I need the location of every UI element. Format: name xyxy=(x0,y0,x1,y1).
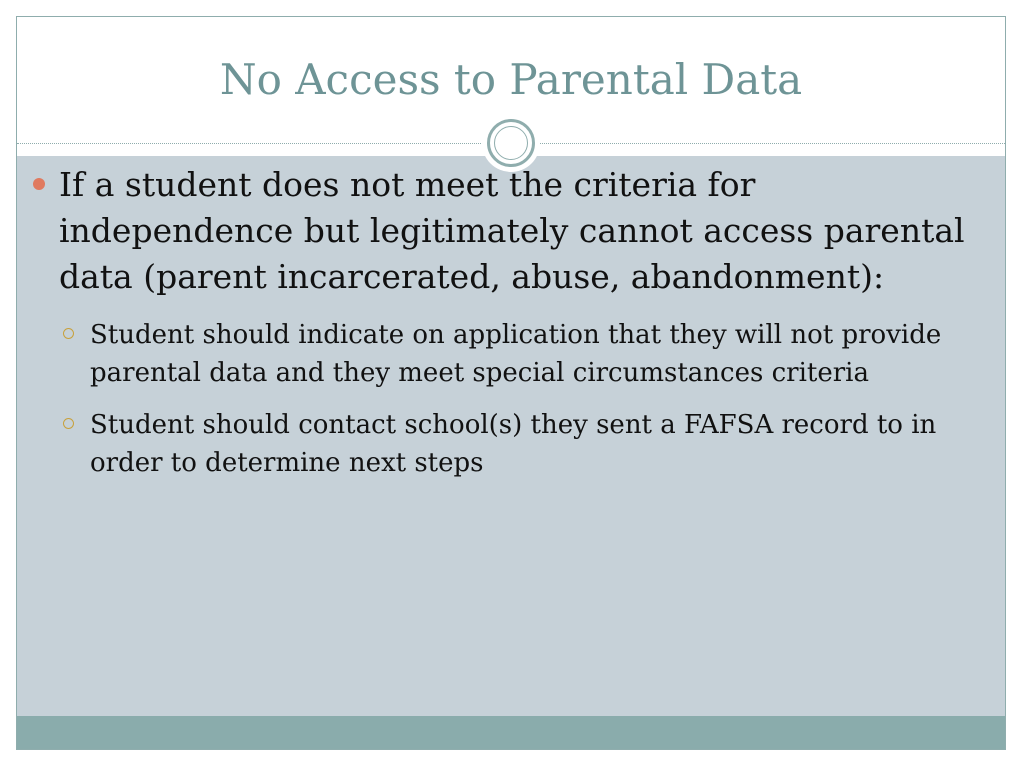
bullet-ring-icon xyxy=(63,418,74,429)
slide-title: No Access to Parental Data xyxy=(219,55,803,104)
bullet-ring-icon xyxy=(63,328,74,339)
sub-bullet-text: Student should contact school(s) they sent a FAFSA record to in order to determine next steps xyxy=(90,410,937,478)
slide-body xyxy=(30,162,965,496)
sub-bullet-item xyxy=(30,316,965,392)
bullet-text: If a student does not meet the criteria for independence but legitimately cannot access parental data (parent incarcerated, abuse, abandonment): xyxy=(59,165,965,296)
sub-bullet-item xyxy=(30,406,965,482)
bullet-item xyxy=(30,162,965,300)
bullet-dot-icon xyxy=(33,178,45,190)
sub-bullet-text: Student should indicate on application that they will not provide parental data and they meet special circumstances criteria xyxy=(90,320,942,388)
footer-band xyxy=(17,716,1005,750)
